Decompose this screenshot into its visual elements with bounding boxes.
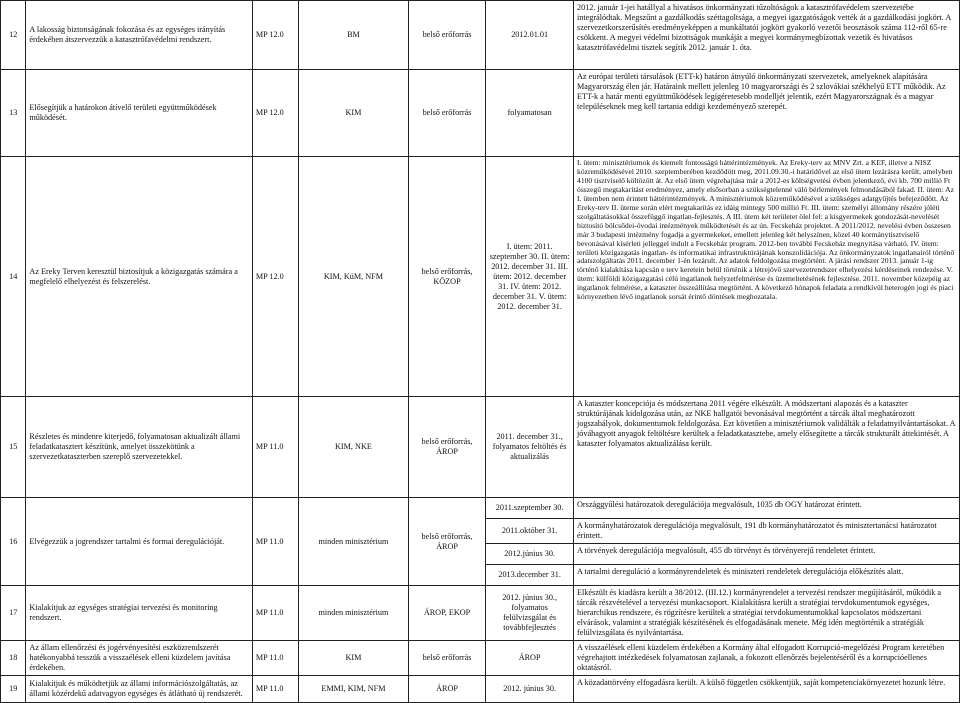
row-number: 19 [1,676,26,703]
funding-source: belső erőforrás, ÁROP [408,397,485,498]
table-row [1,498,960,519]
task-text: Kialakítjuk és működtetjük az állami információszolgáltatás, az állami közérdekű adatvagyon egységes és átlátható új rendszerét. [26,676,252,703]
program-ref: MP 11.0 [252,676,298,703]
program-ref: MP 12.0 [252,1,298,70]
deadline: 2012. június 30. [486,676,574,703]
row-number: 13 [1,70,26,157]
table-row [1,586,960,641]
deadline: ÁROP [486,641,574,676]
table-row [1,676,960,703]
deadline: 2011.október 31. [486,519,574,544]
deadline: 2012.01.01 [486,1,574,70]
program-ref: MP 11.0 [252,397,298,498]
status-text: A törvények deregulációja megvalósult, 455 db törvényt és törvényerejű rendeletet érintett. [574,544,960,565]
task-text: Elvégezzük a jogrendszer tartalmi és formai deregulációját. [26,498,252,586]
task-text: Kialakítjuk az egységes stratégiai tervezési és monitoring rendszert. [26,586,252,641]
table-row [1,1,960,70]
responsible: minden minisztérium [299,586,409,641]
funding-source: ÁROP, EKOP [408,586,485,641]
deadline: 2011. december 31., folyamatos feltöltés és aktualizálás [486,397,574,498]
task-text: Az állam ellenőrzési és jogérvényesítési eszközrendszerét hatékonyabbá tesszük a visszaélések elleni küzdelem javítása érdekében. [26,641,252,676]
responsible: BM [299,1,409,70]
table-row [1,157,960,397]
row-number: 12 [1,1,26,70]
program-ref: MP 12.0 [252,70,298,157]
status-text: I. ütem: minisztériumok és kiemelt fontosságú háttérintézmények. Az Ereky-terv az MNV Zrt. a KEF, illetve a NISZ közreműködésével 2010. szeptemberében kezdődött meg, 2011.09.30.-i határidővel az első ütem lezárásra került, amelyben 4100 tisztviselő költözött át. Az első ütem végrehajtása már a 2012-es költségvetési évben jelentkező, évi kb. 700 millió Ft összegű megtakarítást eredményez, amely elsősorban a szükségtelenné váló bérlemények felmondásából fakad. II. ütem: Az I. ütemben nem érintett háttérintézmények. A minisztériumok közreműködésével a szükséges adatgyűjtés befejeződött. Az Ereky-terv II. üteme során elért megtakarítás ez idáig mintegy 500 millió Ft. III. ütem: személyi állomány részére jóléti szolgáltatásokkal összefüggő ingatlan-fejlesztés. A III. ütem két területet ölel fel: a kisgyermekek gondozását-nevelését biztosító bölcsődei-óvodai intézmények működtetését és az ún. Fecskeház projektet. A 2011/2012. nevelési évben összesen már 3 budapesti intézmény fogadja a gyermekeket, emellett jelenleg két helyszínen, közel 40 kormánytisztviselő bevonásával kísérleti jelleggel indult a Fecskeház program. 2012-ben további Fecskeház megnyitása várható. IV. ütem: területi közigazgatás ingatlan- és informatikai infrastruktúrájának konszolidációja. Az önkormányzatok ingatlanairól történő adatszolgáltatás 2011. december 1-én lezárult. Az adatok feldolgozása megtörtént. A járási rendszer 2013. január 1-ig történő kialakítása kapcsán e terv keretein belül történik a létrejövő szervezetrendszer elhelyezési kérdéseinek rendezése. V. ütem: külföldi közigazgatási célú ingatlanok helyzetfelmérése és üzemeltetésének fejlesztése. 2011. november közepéig az ingatlanok felmérése, a kataszter összeállítása megtörtént. A következő hónapok feladata a rendkívül heterogén jogi és piaci környezetben lévő ingatlanok sorsát érintő döntések meghozatala. [574,157,960,397]
table-row [1,641,960,676]
status-text: A tartalmi dereguláció a kormányrendeletek és miniszteri rendeletek deregulációja előkészítés alatt. [574,565,960,586]
deadline: folyamatosan [486,70,574,157]
responsible: KIM, KüM, NFM [299,157,409,397]
deadline: I. ütem: 2011. szeptember 30. II. ütem: 2012. december 31. III. ütem: 2012. december 31. IV. ütem: 2012. december 31. V. ütem: 2012. december 31. [486,157,574,397]
responsible: minden minisztérium [299,498,409,586]
responsible: KIM [299,70,409,157]
deadline: 2013.december 31. [486,565,574,586]
status-text: A visszaélések elleni küzdelem érdekében a Kormány által elfogadott Korrupció-megelőzési Program keretében végrehajtott intézkedések folyamatosan zajlanak, a fokozott ellenőrzés bejelentéséről és a korrupcióellenes oktatásról. [574,641,960,676]
status-text: 2012. január 1-jei hatállyal a hivatásos önkormányzati tűzoltóságok a katasztrófavédelem szervezetébe integrálódtak. Megszűnt a gazdálkodás széttagoltsága, a megyei igazgatóságok vették át a gazdálkodási jogkört. A szervezetkorszerűsítés eredményeképpen a munkáltatói jogkört gyakorló vezetői beosztások száma 112-ről 65-re csökkent. A megyei védelmi bizottságok munkáját a megyei kormánymegbízottak vezetik és hivatásos katasztrófavédelmi tisztek segítik 2012. január 1. óta. [574,1,960,70]
table-row [1,397,960,498]
responsible: KIM, NKE [299,397,409,498]
responsible: KIM [299,641,409,676]
program-ref: MP 11.0 [252,498,298,586]
funding-source: ÁROP [408,676,485,703]
funding-source: belső erőforrás [408,641,485,676]
status-text: Az európai területi társulások (ETT-k) határon átnyúló önkormányzati szervezetek, amelyeknek alapítására Magyarország élen jár. Határaink mellett jelenleg 10 magyarországi és 2 szlovákiai székhelyű ETT működik. Az ETT-k a határ menti együttműködések legígéretesebb modelljét jelentik, ezért Magyarországnak és a magyar településeknek meg kell tartania eddigi kezdeményező szerepét. [574,70,960,157]
responsible: EMMI, KIM, NFM [299,676,409,703]
funding-source: belső erőforrás [408,70,485,157]
row-number: 14 [1,157,26,397]
funding-source: belső erőforrás, KÖZOP [408,157,485,397]
program-ref: MP 12.0 [252,157,298,397]
table-row [1,70,960,157]
program-ref: MP 11.0 [252,586,298,641]
deadline: 2012. június 30., folyamatos felülvizsgálat és továbbfejlesztés [486,586,574,641]
status-text: A kataszter koncepciója és módszertana 2011 végére elkészült. A módszertani alapozás és a kataszter struktúrájának kidolgozása után, az NKE hallgatói bevonásával megtörtént a tárcák által meghatározott jogszabályok, dokumentumok feldolgozása. Ezt követően a minisztériumok validálták a feladatnyilvántartásokat. A jóváhagyott anyagok feltöltésre kerültek a feladatkatasztebe, amely elősegítette a tárcák strukturált áttekintését. A kataszter folyamatos aktualizálása került. [574,397,960,498]
row-number: 18 [1,641,26,676]
task-text: Elősegítjük a határokon átívelő területi együttműködések működését. [26,70,252,157]
funding-source: belső erőforrás [408,1,485,70]
deadline: 2011.szeptember 30. [486,498,574,519]
status-text: A közadattörvény elfogadásra került. A külső független csökkentjük, saját kompetenciakörnyezetet hozunk létre. [574,676,960,703]
row-number: 16 [1,498,26,586]
status-text: Elkészült és kiadásra került a 38/2012. (III.12.) kormányrendelet a tervezési rendszer megújításáról, működik a tárcák részvételével a tervezési munkacsoport. Kialakításra került a stratégiai tervdokumentumok egységes, hierarchikus rendszere, és rögzítésre kerültek a stratégiai tervdokumentumokkal kapcsolatos módszertani elvárások, valamint a stratégiák készítésének és elfogadásának menete. Még idén megtörténik a stratégiák felülvizsgálata és nyilvántartása. [574,586,960,641]
task-text: Az Ereky Terven keresztül biztosítjuk a közigazgatás számára a megfelelő elhelyezést és felszerelést. [26,157,252,397]
deadline: 2012.június 30. [486,544,574,565]
status-text: A kormányhatározatok deregulációja megvalósult, 191 db kormányhatározatot és minisztertanácsi határozatot érintett. [574,519,960,544]
task-text: A lakosság biztonságának fokozása és az egységes irányítás érdekében átszervezzük a katasztrófavédelmi rendszert. [26,1,252,70]
funding-source: belső erőforrás, ÁROP [408,498,485,586]
task-text: Részletes és mindenre kiterjedő, folyamatosan aktualizált állami feladatkatasztert készítünk, amelyet összekötünk a szervezetkataszterben szereplő szervezetekkel. [26,397,252,498]
row-number: 17 [1,586,26,641]
status-text: Országgyűlési határozatok deregulációja megvalósult, 1035 db OGY határozat érintett. [574,498,960,519]
program-ref: MP 11.0 [252,641,298,676]
row-number: 15 [1,397,26,498]
